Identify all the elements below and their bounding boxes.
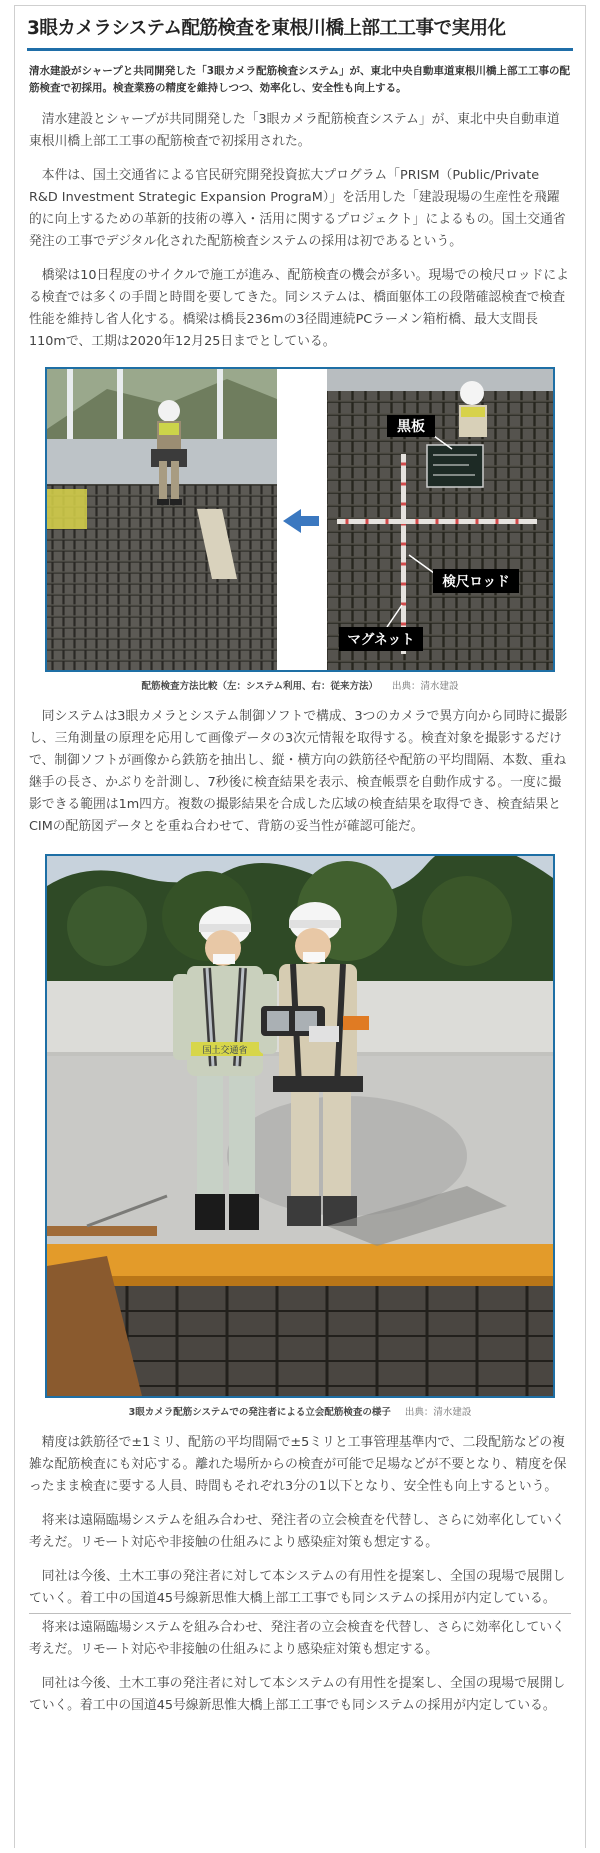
label-rod: 検尺ロッド: [442, 574, 510, 590]
inspection-photo: [45, 854, 555, 1398]
paragraph-2: 本件は、国土交通省による官民研究開発投資拡大プログラム「PRISM（Public/Private R&D Investment Strategic Expansion PrograM）」を活用した「建設現場の生産性を飛躍的に向上するための革新的技術の導入・活用に関するプロジェクト」によるもの。国土交通省発注の工事でデジタル化された配筋検査システムの採用は初であるという。: [29, 168, 566, 249]
photo-right-conventional: [327, 369, 553, 670]
figure2-caption-text: 3眼カメラ配筋システムでの発注者による立会配筋検査の様子: [128, 1407, 391, 1418]
paragraph-7: 同社は今後、土木工事の発注者に対して本システムの有用性を提案し、全国の現場で展開していく。着工中の国道45号線新思惟大橋上部工工事でも同システムの採用が内定している。: [29, 1569, 566, 1606]
article-title: 3眼カメラシステム配筋検査を東根川橋上部工工事で実用化: [27, 14, 573, 51]
article-card: [14, 5, 586, 1848]
divider: [29, 1613, 571, 1614]
comparison-photo: [45, 367, 555, 672]
paragraph-5: 精度は鉄筋径で±1ミリ、配筋の平均間隔で±5ミリと工事管理基準内で、二段配筋などの複雑な配筋検査にも対応する。離れた場所からの検査が可能で足場などが不要となり、精度を保ったまま検査に要する人員、時間もそれぞれ3分の1以下となり、安全性も向上するという。: [29, 1435, 567, 1494]
figure1-source: 出典：清水建設: [392, 681, 459, 692]
paragraph-8: 将来は遠隔臨場システムを組み合わせ、発注者の立会検査を代替し、さらに効率化していく考えだ。リモート対応や非接触の仕組みにより感染症対策も想定する。: [29, 1620, 565, 1657]
figure-comparison: [45, 367, 555, 692]
figure2-caption: [45, 1404, 555, 1418]
figure2-source: 出典：清水建設: [404, 1407, 472, 1418]
figure1-caption: [45, 678, 555, 692]
paragraph-6: 将来は遠隔臨場システムを組み合わせ、発注者の立会検査を代替し、さらに効率化していく考えだ。リモート対応や非接触の仕組みにより感染症対策も想定する。: [29, 1513, 565, 1550]
paragraph-1: 清水建設とシャープが共同開発した「3眼カメラ配筋検査システム」が、東北中央自動車道東根川橋上部工工事の配筋検査で初採用された。: [29, 112, 560, 149]
paragraph-4: 同システムは3眼カメラとシステム制御ソフトで構成、3つのカメラで異方向から同時に撮影し、三角測量の原理を応用して画像データの3次元情報を取得する。検査対象を撮影するだけで、制御ソフトが画像から鉄筋を抽出し、縦・横方向の鉄筋径や配筋の平均間隔、本数、重ね継手の長さ、かぶりを計測し、7秒後に検査結果を表示、検査帳票を自動作成する。一度に撮影できる範囲は1m四方。複数の撮影結果を合成した広域の検査結果を取得でき、検査結果とCIMの配筋図データとを重ね合わせて、背筋の妥当性が確認可能だ。: [29, 709, 568, 834]
vest-text: 国土交通省: [202, 1046, 248, 1056]
paragraph-3: 橋梁は10日程度のサイクルで施工が進み、配筋検査の機会が多い。現場での検尺ロッドによる検査では多くの手間と時間を要してきた。同システムは、橋面躯体工の段階確認検査で検査性能を維持し省人化する。橋梁は橋長236mの3径間連続PCラーメン箱桁橋、最大支間長110mで、工期は2020年12月25日までとしている。: [29, 268, 569, 349]
label-magnet: マグネット: [347, 632, 415, 648]
figure-inspection: [45, 854, 555, 1418]
article-lead: 清水建設がシャープと共同開発した「3眼カメラ配筋検査システム」が、東北中央自動車道東根川橋上部工工事の配筋検査で初採用。検査業務の精度を維持しつつ、効率化し、安全性も向上する。: [29, 65, 571, 94]
photo-left-system: [47, 369, 277, 670]
paragraph-9: 同社は今後、土木工事の発注者に対して本システムの有用性を提案し、全国の現場で展開していく。着工中の国道45号線新思惟大橋上部工工事でも同システムの採用が内定している。: [29, 1676, 566, 1713]
label-blackboard: 黒板: [397, 419, 425, 435]
figure1-caption-text: 配筋検査方法比較（左：システム利用、右：従来方法）: [141, 681, 379, 692]
